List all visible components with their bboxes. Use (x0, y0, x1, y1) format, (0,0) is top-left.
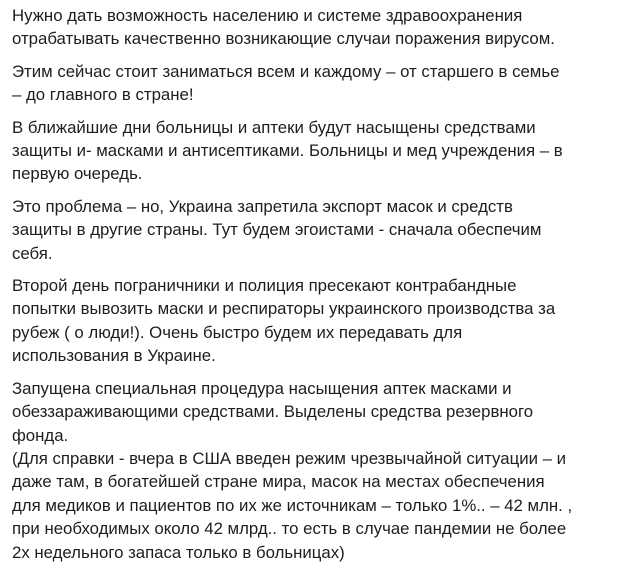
post-paragraph-3: В ближайшие дни больницы и аптеки будут насыщены средствами защиты и- масками и антисептиками. Больницы и мед учреждения – в первую очередь. (12, 117, 563, 184)
post-paragraph-1: Нужно дать возможность населению и системе здравоохранения отрабатывать качественно возникающие случаи поражения вирусом. (12, 6, 555, 49)
post-body (12, 4, 616, 564)
post-paragraph-7: (Для справки - вчера в США введен режим чрезвычайной ситуации – и даже там, в богатейшей стране мира, масок на местах обеспечения для медиков и пациентов по их же источникам – только 1%.. – 42 млн. , при необходимых около 42 млрд.. то есть в случае пандемии не более 2х недельного запаса только в больницах) (12, 448, 573, 562)
post-paragraph-4: Это проблема – но, Украина запретила экспорт масок и средств защиты в другие страны. Тут будем эгоистами - сначала обеспечим себя. (12, 196, 542, 263)
post-paragraph-2: Этим сейчас стоит заниматься всем и каждому – от старшего в семье – до главного в стране! (12, 61, 560, 105)
post-paragraph-5: Второй день пограничники и полиция пресекают контрабандные попытки вывозить маски и респираторы украинского производства за рубеж ( о люди!). Очень быстро будем их передавать для использования в Украине. (12, 276, 556, 366)
post-paragraph-6: Запущена специальная процедура насыщения аптек масками и обеззараживающими средствами. Выделены средства резервного фонда. (12, 378, 534, 445)
